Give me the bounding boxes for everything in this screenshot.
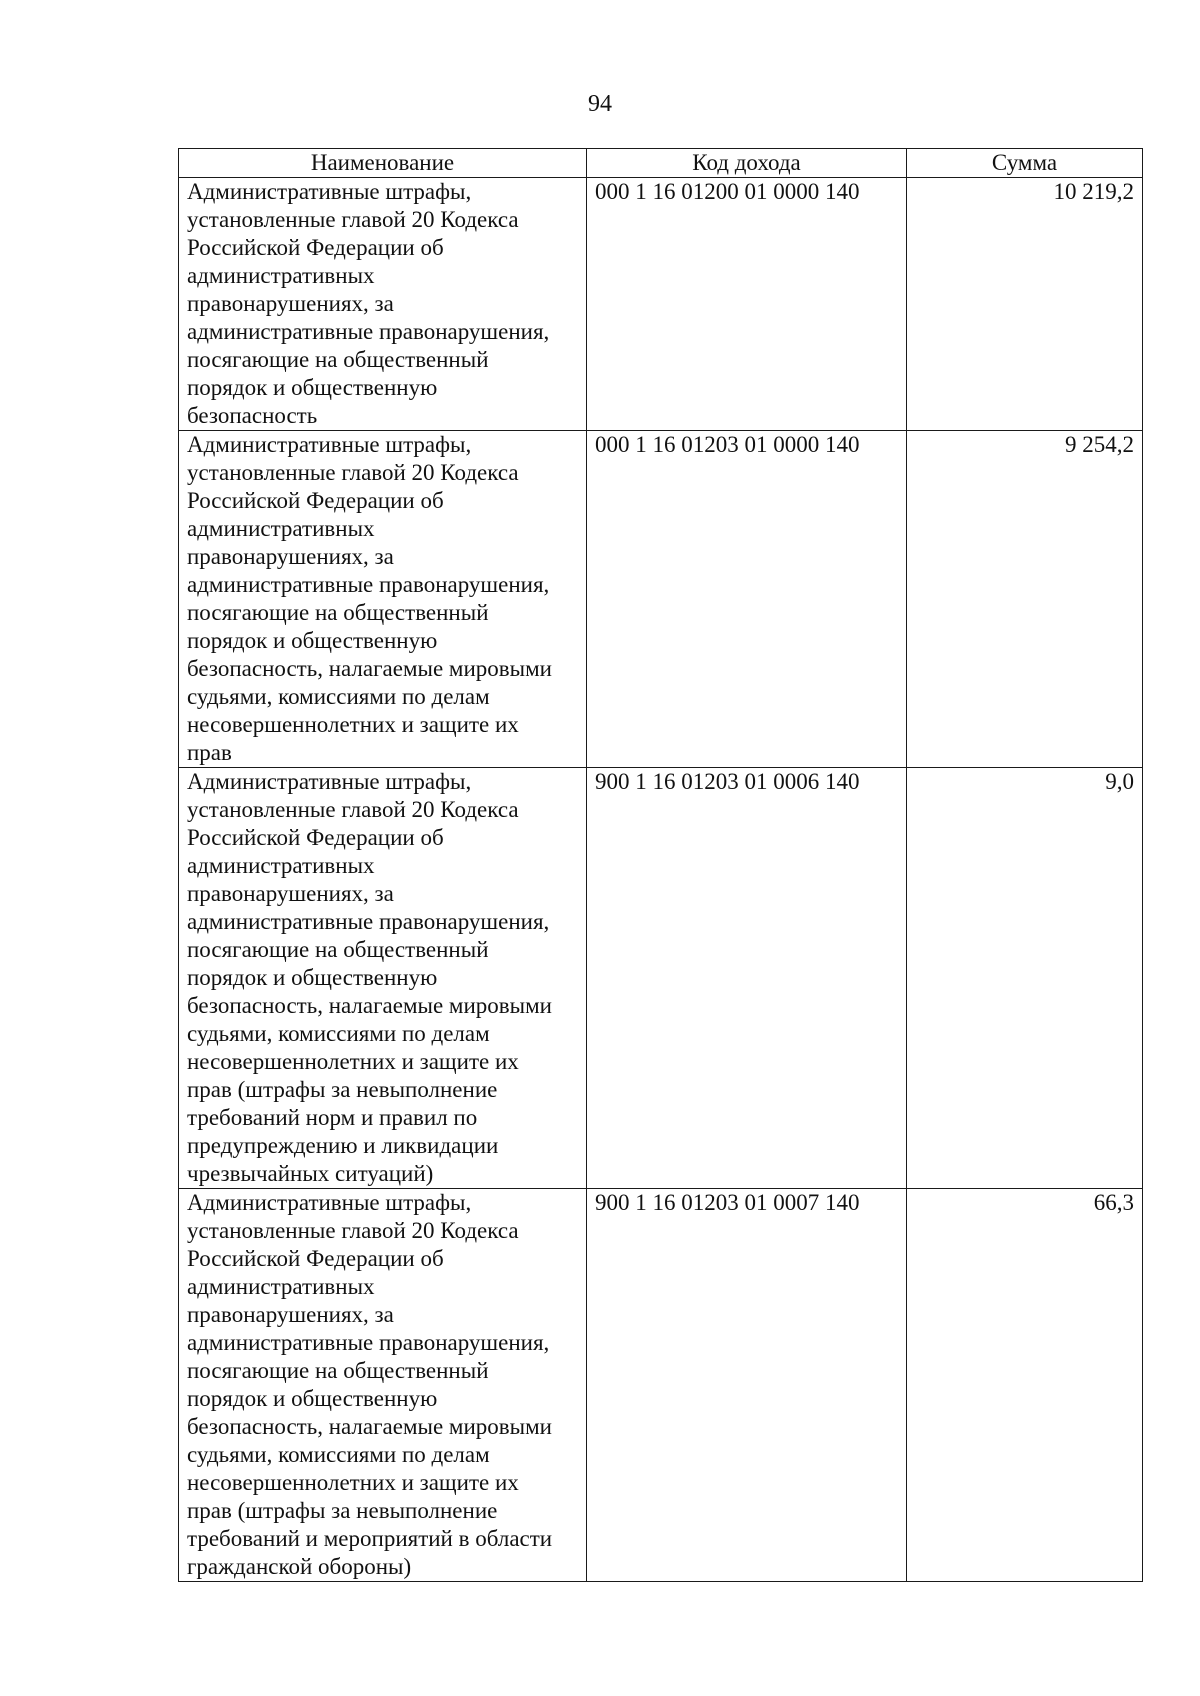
cell-code: 900 1 16 01203 01 0007 140	[587, 1189, 907, 1582]
name-line: безопасность	[187, 403, 318, 428]
name-line: Административные штрафы,	[187, 769, 472, 794]
name-line: установленные главой 20 Кодекса	[187, 207, 519, 232]
cell-sum: 10 219,2	[907, 178, 1143, 431]
name-line: административные правонарушения,	[187, 1330, 550, 1355]
table-row	[179, 178, 1143, 431]
name-line: Административные штрафы,	[187, 179, 472, 204]
cell-name	[179, 1189, 587, 1582]
name-line: посягающие на общественный	[187, 937, 489, 962]
header-sum: Сумма	[907, 149, 1143, 178]
cell-code: 000 1 16 01203 01 0000 140	[587, 431, 907, 768]
table-row	[179, 1189, 1143, 1582]
header-code: Код дохода	[587, 149, 907, 178]
name-line: порядок и общественную	[187, 965, 438, 990]
name-line: чрезвычайных ситуаций)	[187, 1161, 434, 1186]
cell-sum: 9,0	[907, 768, 1143, 1189]
name-line: Административные штрафы,	[187, 432, 472, 457]
name-line: Российской Федерации об	[187, 1246, 444, 1271]
name-line: установленные главой 20 Кодекса	[187, 1218, 519, 1243]
name-line: предупреждению и ликвидации	[187, 1133, 499, 1158]
name-line: Российской Федерации об	[187, 488, 444, 513]
name-line: правонарушениях, за	[187, 881, 394, 906]
name-line: гражданской обороны)	[187, 1554, 412, 1579]
cell-code: 900 1 16 01203 01 0006 140	[587, 768, 907, 1189]
name-line: порядок и общественную	[187, 628, 438, 653]
name-line: установленные главой 20 Кодекса	[187, 460, 519, 485]
name-line: посягающие на общественный	[187, 1358, 489, 1383]
name-line: административные правонарушения,	[187, 319, 550, 344]
revenue-table	[178, 148, 1143, 1582]
cell-name	[179, 431, 587, 768]
cell-sum: 66,3	[907, 1189, 1143, 1582]
name-line: административных	[187, 516, 375, 541]
name-line: безопасность, налагаемые мировыми	[187, 993, 552, 1018]
name-line: прав (штрафы за невыполнение	[187, 1077, 498, 1102]
table-row	[179, 768, 1143, 1189]
name-line: Российской Федерации об	[187, 825, 444, 850]
table-row	[179, 431, 1143, 768]
name-line: административных	[187, 263, 375, 288]
name-line: прав	[187, 740, 232, 765]
name-line: посягающие на общественный	[187, 347, 489, 372]
name-line: судьями, комиссиями по делам	[187, 1442, 490, 1467]
name-line: Российской Федерации об	[187, 235, 444, 260]
name-line: правонарушениях, за	[187, 544, 394, 569]
name-line: административных	[187, 853, 375, 878]
name-line: судьями, комиссиями по делам	[187, 1021, 490, 1046]
name-line: Административные штрафы,	[187, 1190, 472, 1215]
name-line: судьями, комиссиями по делам	[187, 684, 490, 709]
name-line: правонарушениях, за	[187, 291, 394, 316]
name-line: несовершеннолетних и защите их	[187, 1049, 519, 1074]
name-line: посягающие на общественный	[187, 600, 489, 625]
cell-name	[179, 768, 587, 1189]
name-line: административные правонарушения,	[187, 572, 550, 597]
name-line: требований и мероприятий в области	[187, 1526, 553, 1551]
name-line: порядок и общественную	[187, 1386, 438, 1411]
name-line: установленные главой 20 Кодекса	[187, 797, 519, 822]
page-number: 94	[588, 91, 612, 117]
header-name: Наименование	[179, 149, 587, 178]
name-line: несовершеннолетних и защите их	[187, 712, 519, 737]
name-line: требований норм и правил по	[187, 1105, 478, 1130]
cell-code: 000 1 16 01200 01 0000 140	[587, 178, 907, 431]
name-line: несовершеннолетних и защите их	[187, 1470, 519, 1495]
table-header-row	[179, 149, 1143, 178]
name-line: порядок и общественную	[187, 375, 438, 400]
name-line: правонарушениях, за	[187, 1302, 394, 1327]
name-line: безопасность, налагаемые мировыми	[187, 656, 552, 681]
cell-name	[179, 178, 587, 431]
name-line: административные правонарушения,	[187, 909, 550, 934]
name-line: административных	[187, 1274, 375, 1299]
name-line: прав (штрафы за невыполнение	[187, 1498, 498, 1523]
name-line: безопасность, налагаемые мировыми	[187, 1414, 552, 1439]
cell-sum: 9 254,2	[907, 431, 1143, 768]
